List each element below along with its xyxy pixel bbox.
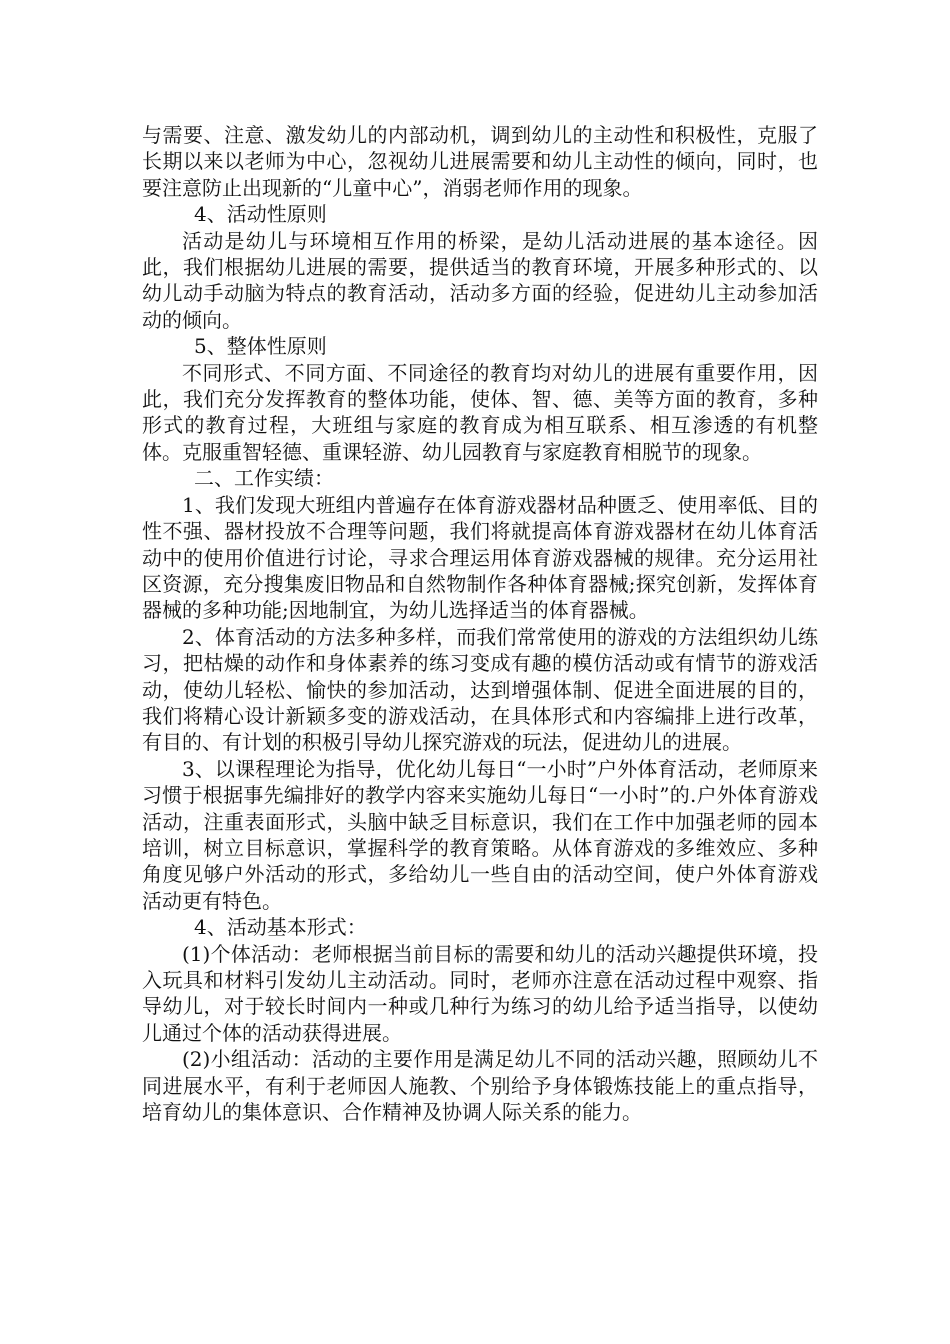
continuation-paragraph: 与需要、注意、激发幼儿的内部动机，调到幼儿的主动性和积极性，克服了长期以来以老师为中心，忽视幼儿进展需要和幼儿主动性的倾向，同时，也要注意防止出现新的“儿童中心”，消弱老师作用的现象。 xyxy=(142,123,818,200)
section-heading-activity-forms: 4、活动基本形式： xyxy=(194,915,367,940)
body-paragraph: 活动是幼儿与环境相互作用的桥梁，是幼儿活动进展的基本途径。因此，我们根据幼儿进展的需要，提供适当的教育环境，开展多种形式的、以幼儿动手动脑为特点的教育活动，活动多方面的经验，促进幼儿主动参加活动的倾向。 xyxy=(142,228,818,332)
body-paragraph: (2)小组活动：活动的主要作用是满足幼儿不同的活动兴趣，照顾幼儿不同进展水平，有利于老师因人施教、个别给予身体锻炼技能上的重点指导，培育幼儿的集体意识、合作精神及协调人际关系的能力。 xyxy=(142,1047,818,1125)
section-heading-work-results: 二、工作实绩： xyxy=(194,466,334,491)
section-heading-activity-principle: 4、活动性原则 xyxy=(194,202,327,227)
document-body xyxy=(142,122,818,1125)
body-paragraph: (1)个体活动：老师根据当前目标的需要和幼儿的活动兴趣提供环境，投入玩具和材料引发幼儿主动活动。同时，老师亦注意在活动过程中观察、指导幼儿，对于较长时间内一种或几种行为练习的幼儿给予适当指导，以使幼儿通过个体的活动获得进展。 xyxy=(142,941,818,1045)
body-paragraph: 1、我们发现大班组内普遍存在体育游戏器材品种匮乏、使用率低、目的性不强、器材投放不合理等问题，我们将就提高体育游戏器材在幼儿体育活动中的使用价值进行讨论，寻求合理运用体育游戏器械的规律。充分运用社区资源，充分搜集废旧物品和自然物制作各种体育器械;探究创新，发挥体育器械的多种功能;因地制宜，为幼儿选择适当的体育器械。 xyxy=(142,492,818,623)
body-paragraph: 3、以课程理论为指导，优化幼儿每日“一小时”户外体育活动，老师原来习惯于根据事先编排好的教学内容来实施幼儿每日“一小时”的.户外体育游戏活动，注重表面形式，头脑中缺乏目标意识，我们在工作中加强老师的园本培训，树立目标意识，掌握科学的教育策略。从体育游戏的多维效应、多种角度见够户外活动的形式，多给幼儿一些自由的活动空间，使户外体育游戏活动更有特色。 xyxy=(142,756,818,913)
section-heading-holistic-principle: 5、整体性原则 xyxy=(194,334,327,359)
body-paragraph: 2、体育活动的方法多种多样，而我们常常使用的游戏的方法组织幼儿练习，把枯燥的动作和身体素养的练习变成有趣的模仿活动或有情节的游戏活动，使幼儿轻松、愉快的参加活动，达到增强体制、促进全面进展的目的，我们将精心设计新颖多变的游戏活动，在具体形式和内容编排上进行改革，有目的、有计划的积极引导幼儿探究游戏的玩法，促进幼儿的进展。 xyxy=(142,624,818,755)
body-paragraph: 不同形式、不同方面、不同途径的教育均对幼儿的进展有重要作用，因此，我们充分发挥教育的整体功能，使体、智、德、美等方面的教育，多种形式的教育过程，大班组与家庭的教育成为相互联系、相互渗透的有机整体。克服重智轻德、重课轻游、幼儿园教育与家庭教育相脱节的现象。 xyxy=(142,360,818,464)
